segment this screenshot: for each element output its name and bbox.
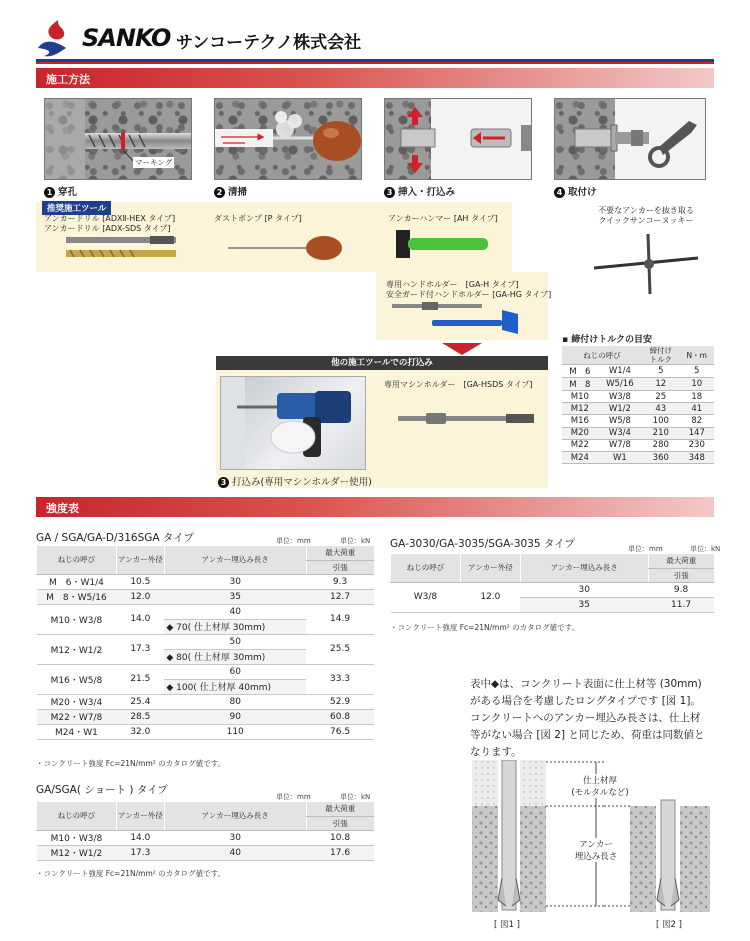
torque-cell: 100	[642, 415, 679, 427]
table2-depth-1: 35	[520, 597, 648, 612]
table1-dia-cell: 12.0	[116, 589, 164, 604]
torque-header-thread: ねじの呼び	[562, 346, 642, 365]
torque-cell: 210	[642, 427, 679, 439]
torque-header-torque: 締付け トルク	[642, 346, 679, 365]
table3-row	[37, 830, 375, 845]
table3-unit-mm: 単位：mm	[276, 793, 311, 801]
table3-cell: 17.6	[306, 845, 374, 860]
table2-title: GA-3030/GA-3035/SGA-3035 タイプ	[390, 538, 575, 550]
table1-load-cell: 12.7	[306, 589, 374, 604]
table2-unit-mm: 単位：mm	[628, 545, 663, 553]
table3-unit-kn: 単位：kN	[340, 793, 371, 801]
table1-load-cell: 25.5	[306, 634, 374, 664]
torque-row	[562, 439, 714, 451]
table2-diameter: 12.0	[460, 582, 520, 612]
table1-depth-cell: ◆ 80( 仕上材厚 30mm)	[164, 649, 306, 664]
torque-row	[562, 403, 714, 415]
table2-unit-kn: 単位：kN	[690, 545, 721, 553]
torque-cell: 43	[642, 403, 679, 415]
table3-title: GA/SGA( ショート ) タイプ	[36, 784, 168, 796]
table1-depth-cell: 80	[164, 694, 306, 709]
table1-load-cell: 33.3	[306, 664, 374, 694]
table1-name-cell: M 6・W1/4	[37, 574, 117, 589]
table1-row	[37, 709, 375, 724]
table2-load-1: 11.7	[648, 597, 714, 612]
recommended-tools-badge: 推奨施工ツール	[42, 201, 111, 215]
table1-name-cell: M22・W7/8	[37, 709, 117, 724]
step4-install-image	[554, 98, 706, 180]
remover-label-1: 不要なアンカーを抜き取る	[598, 206, 694, 215]
table3-cell: 14.0	[116, 830, 164, 845]
table1-row	[37, 574, 375, 589]
table1-title: GA / SGA/GA-D/316SGA タイプ	[36, 532, 194, 544]
torque-cell: 82	[680, 415, 715, 427]
machine-holder-label: 専用マシンホルダー [GA-HSDS タイプ]	[384, 380, 533, 389]
table1-depth-cell: 40	[164, 604, 306, 619]
hand-holders-icon	[392, 300, 542, 336]
table1-depth-cell: ◆ 100( 仕上材厚 40mm)	[164, 679, 306, 694]
table1-depth-cell: ◆ 70( 仕上材厚 30mm)	[164, 619, 306, 634]
table1-name-cell: M16・W5/8	[37, 664, 117, 694]
torque-cell: 280	[642, 439, 679, 451]
table1-dia-cell: 25.4	[116, 694, 164, 709]
torque-cell: 12	[642, 378, 679, 391]
down-arrow-icon	[442, 343, 482, 355]
torque-cell: 41	[680, 403, 715, 415]
step3-insert-image	[384, 98, 532, 180]
table1-depth-cell: 110	[164, 724, 306, 739]
torque-row	[562, 451, 714, 463]
table1-depth-cell: 90	[164, 709, 306, 724]
table1-dia-cell: 17.3	[116, 634, 164, 664]
table2-depth-0: 30	[520, 582, 648, 597]
torque-cell: 10	[680, 378, 715, 391]
table1-depth-cell: 50	[164, 634, 306, 649]
torque-cell: M10	[562, 391, 598, 403]
torque-cell: M24	[562, 451, 598, 463]
figure2-caption: [ 図2 ]	[656, 920, 682, 930]
torque-cell: M16	[562, 415, 598, 427]
torque-row	[562, 378, 714, 391]
table2-thread: W3/8	[391, 582, 461, 612]
torque-cell: W3/8	[598, 391, 642, 403]
torque-cell: M12	[562, 403, 598, 415]
torque-cell: 5	[642, 365, 679, 378]
torque-cell: W3/4	[598, 427, 642, 439]
table2-load-0: 9.8	[648, 582, 714, 597]
table1-load-cell: 52.9	[306, 694, 374, 709]
torque-cell: 5	[680, 365, 715, 378]
table3-row	[37, 845, 375, 860]
table1-name-cell: M 8・W5/16	[37, 589, 117, 604]
torque-cell: W1/4	[598, 365, 642, 378]
table3-cell: 40	[164, 845, 306, 860]
strength-table-2: ねじの呼び アンカー外径 アンカー埋込み長さ 最大荷重 引張 W3/8 12.0 30 9.8 35 11.7	[390, 554, 714, 613]
torque-table	[562, 346, 714, 464]
table3-cell: 17.3	[116, 845, 164, 860]
table1-unit-mm: 単位：mm	[276, 537, 311, 545]
torque-cell: M20	[562, 427, 598, 439]
table1-depth-cell: 60	[164, 664, 306, 679]
section-title-strength: 強度表	[36, 497, 714, 517]
quick-remover-icon	[590, 228, 702, 300]
table1-load-cell: 76.5	[306, 724, 374, 739]
table1-dia-cell: 10.5	[116, 574, 164, 589]
table1-name-cell: M24・W1	[37, 724, 117, 739]
table3-cell: 30	[164, 830, 306, 845]
explanation-text: 表中◆は、コンクリート表面に仕上材等 (30mm) がある場合を考慮したロングタイプです [図 1]。 コンクリートへのアンカー埋込み長さは、仕上材 等がない場合 [図 2] と同じため、荷重は同数値と なります。	[470, 678, 705, 758]
machine-holder-icon	[398, 404, 538, 434]
torque-cell: W5/16	[598, 378, 642, 391]
table1-load-cell: 14.9	[306, 604, 374, 634]
table1-load-cell: 60.8	[306, 709, 374, 724]
company-name: サンコーテクノ株式会社	[176, 33, 362, 53]
hammer-label: アンカーハンマー [AH タイプ]	[388, 214, 498, 223]
embed-label: アンカー 埋込み長さ	[564, 838, 628, 862]
sanko-logo-icon	[36, 18, 76, 60]
step3b-label: 3 打込み(専用マシンホルダー使用)	[218, 474, 372, 488]
table1-depth-cell: 30	[164, 574, 306, 589]
torque-header-unit: N・m	[680, 346, 715, 365]
table3-cell: 10.8	[306, 830, 374, 845]
torque-cell: W7/8	[598, 439, 642, 451]
torque-cell: W5/8	[598, 415, 642, 427]
table1-dia-cell: 28.5	[116, 709, 164, 724]
table1-row	[37, 604, 375, 619]
strength-table-1: ねじの呼び アンカー外径 アンカー埋込み長さ 最大荷重 引張 M 6・W1/4 10.5 30 9.3 M 8・W5/16 12.0 35 12.7 M10・W3/8 14.0 40 14.9 ◆ 70( 仕上材厚 30mm) M12・W1/2 17.3 50 25.5 ◆ 80( 仕上材厚 30mm) M16・W5/8 21.5 60 33.3 ◆ 100( 仕上材厚 40mm) M20・W3/4 25.4 80 52.9 M22・W7/8 28.5 90 60.8 M24・W1 32.0 110 76.5	[36, 546, 374, 740]
table1-unit-kn: 単位：kN	[340, 537, 371, 545]
drill1-label: アンカードリル [ADXⅡ-HEX タイプ]	[44, 214, 176, 223]
drill-bits-icon	[66, 234, 186, 262]
guard-holder-label: 安全ガード付ハンドホルダー [GA-HG タイプ]	[386, 290, 552, 299]
table1-dia-cell: 14.0	[116, 604, 164, 634]
torque-cell: 18	[680, 391, 715, 403]
step2-label: 2 清掃	[214, 184, 247, 198]
table1-row	[37, 664, 375, 679]
remover-label-2: クイックサンコーヌッキー	[598, 216, 694, 225]
table1-name-cell: M20・W3/4	[37, 694, 117, 709]
torque-cell: 25	[642, 391, 679, 403]
torque-cell: 147	[680, 427, 715, 439]
figure1-caption: [ 図1 ]	[494, 920, 520, 930]
section-title-method: 施工方法	[36, 68, 714, 88]
torque-row	[562, 365, 714, 378]
table2-note: ・コンクリート強度 Fc=21N/mm² のカタログ値です。	[390, 623, 580, 632]
step3-label: 3 挿入・打込み	[384, 184, 455, 198]
torque-row	[562, 427, 714, 439]
table1-row	[37, 634, 375, 649]
drill2-label: アンカードリル [ADX-SDS タイプ]	[44, 224, 171, 233]
torque-cell: M22	[562, 439, 598, 451]
step4-label: 4 取付け	[554, 184, 597, 198]
step1-drilling-image	[44, 98, 192, 180]
strength-table-3: ねじの呼び アンカー外径 アンカー埋込み長さ 最大荷重 引張 M10・W3/8 14.0 30 10.8 M12・W1/2 17.3 40 17.6	[36, 802, 374, 861]
table1-name-cell: M12・W1/2	[37, 634, 117, 664]
table1-dia-cell: 21.5	[116, 664, 164, 694]
logo-text: SANKO	[82, 24, 171, 52]
table3-note: ・コンクリート強度 Fc=21N/mm² のカタログ値です。	[36, 869, 226, 878]
torque-title: ▪ 締付けトルクの目安	[562, 335, 653, 345]
torque-cell: 230	[680, 439, 715, 451]
hand-holder-label: 専用ハンドホルダー [GA-H タイプ]	[386, 280, 519, 289]
hammer-icon	[394, 226, 494, 262]
table1-row	[37, 589, 375, 604]
step1-label: 1 穿孔	[44, 184, 77, 198]
torque-row	[562, 391, 714, 403]
table3-cell: M12・W1/2	[37, 845, 117, 860]
torque-cell: W1/2	[598, 403, 642, 415]
torque-cell: M 6	[562, 365, 598, 378]
finish-label: 仕上材厚 (モルタルなど)	[562, 774, 638, 798]
dust-pump-label: ダストポンプ [P タイプ]	[214, 214, 302, 223]
torque-cell: 360	[642, 451, 679, 463]
torque-row	[562, 415, 714, 427]
table1-note: ・コンクリート強度 Fc=21N/mm² のカタログ値です。	[36, 759, 226, 768]
torque-cell: M 8	[562, 378, 598, 391]
dust-pump-icon	[228, 228, 348, 262]
step2-cleaning-image	[214, 98, 362, 180]
table1-dia-cell: 32.0	[116, 724, 164, 739]
header-divider-red	[36, 62, 714, 64]
table3-cell: M10・W3/8	[37, 830, 117, 845]
table1-row	[37, 724, 375, 739]
table1-row	[37, 694, 375, 709]
torque-cell: W1	[598, 451, 642, 463]
table1-load-cell: 9.3	[306, 574, 374, 589]
other-tools-bar: 他の施工ツールでの打込み	[216, 356, 548, 370]
marking-label: マーキング	[135, 158, 173, 167]
torque-cell: 348	[680, 451, 715, 463]
table1-name-cell: M10・W3/8	[37, 604, 117, 634]
rotary-hammer-photo	[220, 376, 366, 470]
table1-depth-cell: 35	[164, 589, 306, 604]
